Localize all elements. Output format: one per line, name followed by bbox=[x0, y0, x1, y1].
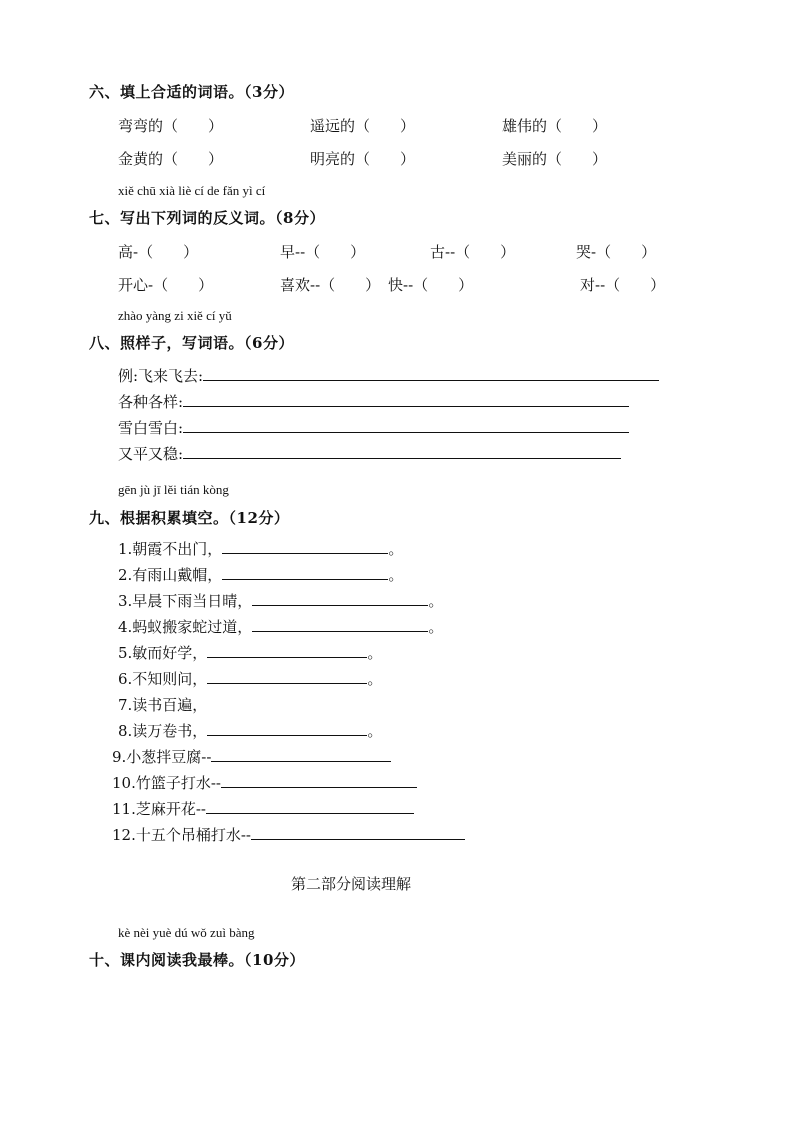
proverb-text: 4.蚂蚁搬家蛇过道， bbox=[118, 618, 253, 636]
proverb-row bbox=[112, 824, 465, 845]
fill-item: 雄伟的（ ） bbox=[502, 117, 608, 135]
proverb-row bbox=[112, 772, 417, 793]
section-7-heading: 七、写出下列词的反义词。（8分） bbox=[89, 209, 325, 227]
antonym-item: 早--（ ） bbox=[280, 243, 366, 261]
proverb-row bbox=[118, 590, 443, 611]
period: 。 bbox=[428, 592, 444, 610]
answer-line bbox=[183, 392, 629, 407]
fill-item: 金黄的（ ） bbox=[118, 150, 224, 168]
answer-line bbox=[207, 643, 367, 658]
example-row bbox=[118, 391, 629, 412]
answer-line bbox=[222, 539, 388, 554]
proverb-row bbox=[118, 720, 382, 741]
section-7-pinyin: xiě chū xià liè cí de fǎn yì cí bbox=[118, 183, 266, 198]
antonym-item: 哭-（ ） bbox=[576, 243, 657, 261]
period: 。 bbox=[367, 670, 383, 688]
proverb-row bbox=[118, 668, 382, 689]
answer-line bbox=[211, 747, 391, 762]
answer-line bbox=[251, 825, 465, 840]
answer-line bbox=[206, 799, 414, 814]
period: 。 bbox=[388, 540, 404, 558]
answer-line bbox=[252, 617, 428, 632]
proverb-text: 2.有雨山戴帽， bbox=[118, 566, 223, 584]
answer-line bbox=[183, 418, 629, 433]
section-9-pinyin: gēn jù jī lěi tián kòng bbox=[118, 482, 229, 497]
answer-line bbox=[207, 721, 367, 736]
proverb-text: 7.读书百遍， bbox=[118, 696, 208, 714]
proverb-text: 3.早晨下雨当日晴， bbox=[118, 592, 253, 610]
antonym-item: 对--（ ） bbox=[580, 276, 666, 294]
proverb-text: 10.竹篮子打水-- bbox=[112, 774, 221, 792]
proverb-row bbox=[118, 694, 207, 715]
answer-line bbox=[252, 591, 428, 606]
section-10-heading: 十、课内阅读我最棒。（10分） bbox=[89, 951, 305, 969]
proverb-row bbox=[118, 564, 403, 585]
proverb-text: 9.小葱拌豆腐-- bbox=[112, 748, 212, 766]
fill-item: 明亮的（ ） bbox=[310, 150, 416, 168]
answer-line bbox=[222, 565, 388, 580]
example-label: 各种各样: bbox=[118, 393, 184, 411]
fill-item: 遥远的（ ） bbox=[310, 117, 416, 135]
part-2-title: 第二部分阅读理解 bbox=[291, 875, 412, 893]
antonym-item: 高-（ ） bbox=[118, 243, 199, 261]
section-8-pinyin: zhào yàng zi xiě cí yǔ bbox=[118, 308, 232, 323]
fill-item: 弯弯的（ ） bbox=[118, 117, 224, 135]
answer-line bbox=[207, 669, 367, 684]
fill-item: 美丽的（ ） bbox=[502, 150, 608, 168]
proverb-text: 1.朝霞不出门， bbox=[118, 540, 223, 558]
proverb-row bbox=[112, 746, 391, 767]
proverb-text: 11.芝麻开花-- bbox=[112, 800, 206, 818]
proverb-row bbox=[118, 538, 403, 559]
example-row bbox=[118, 443, 621, 464]
example-row bbox=[118, 417, 629, 438]
antonym-item: 古--（ ） bbox=[430, 243, 516, 261]
answer-line bbox=[221, 773, 417, 788]
example-row bbox=[118, 365, 659, 386]
antonym-item: 快--（ ） bbox=[388, 276, 474, 294]
section-9-heading: 九、根据积累填空。（12分） bbox=[89, 509, 290, 527]
section-6-heading: 六、填上合适的词语。（3分） bbox=[89, 83, 294, 101]
section-10-pinyin: kè nèi yuè dú wǒ zuì bàng bbox=[118, 925, 255, 940]
proverb-row bbox=[118, 616, 443, 637]
antonym-item: 喜欢--（ ） bbox=[280, 276, 381, 294]
proverb-text: 5.敏而好学， bbox=[118, 644, 208, 662]
answer-line bbox=[183, 444, 621, 459]
proverb-row bbox=[118, 642, 382, 663]
answer-line bbox=[203, 366, 659, 381]
proverb-text: 6.不知则问， bbox=[118, 670, 208, 688]
period: 。 bbox=[428, 618, 444, 636]
proverb-text: 12.十五个吊桶打水-- bbox=[112, 826, 251, 844]
example-label: 雪白雪白: bbox=[118, 419, 184, 437]
proverb-row bbox=[112, 798, 414, 819]
period: 。 bbox=[367, 644, 383, 662]
section-8-heading: 八、照样子，写词语。（6分） bbox=[89, 334, 294, 352]
period: 。 bbox=[388, 566, 404, 584]
antonym-item: 开心-（ ） bbox=[118, 276, 214, 294]
period: 。 bbox=[367, 722, 383, 740]
proverb-text: 8.读万卷书， bbox=[118, 722, 208, 740]
example-label: 例:飞来飞去: bbox=[118, 367, 204, 385]
example-label: 又平又稳: bbox=[118, 445, 184, 463]
